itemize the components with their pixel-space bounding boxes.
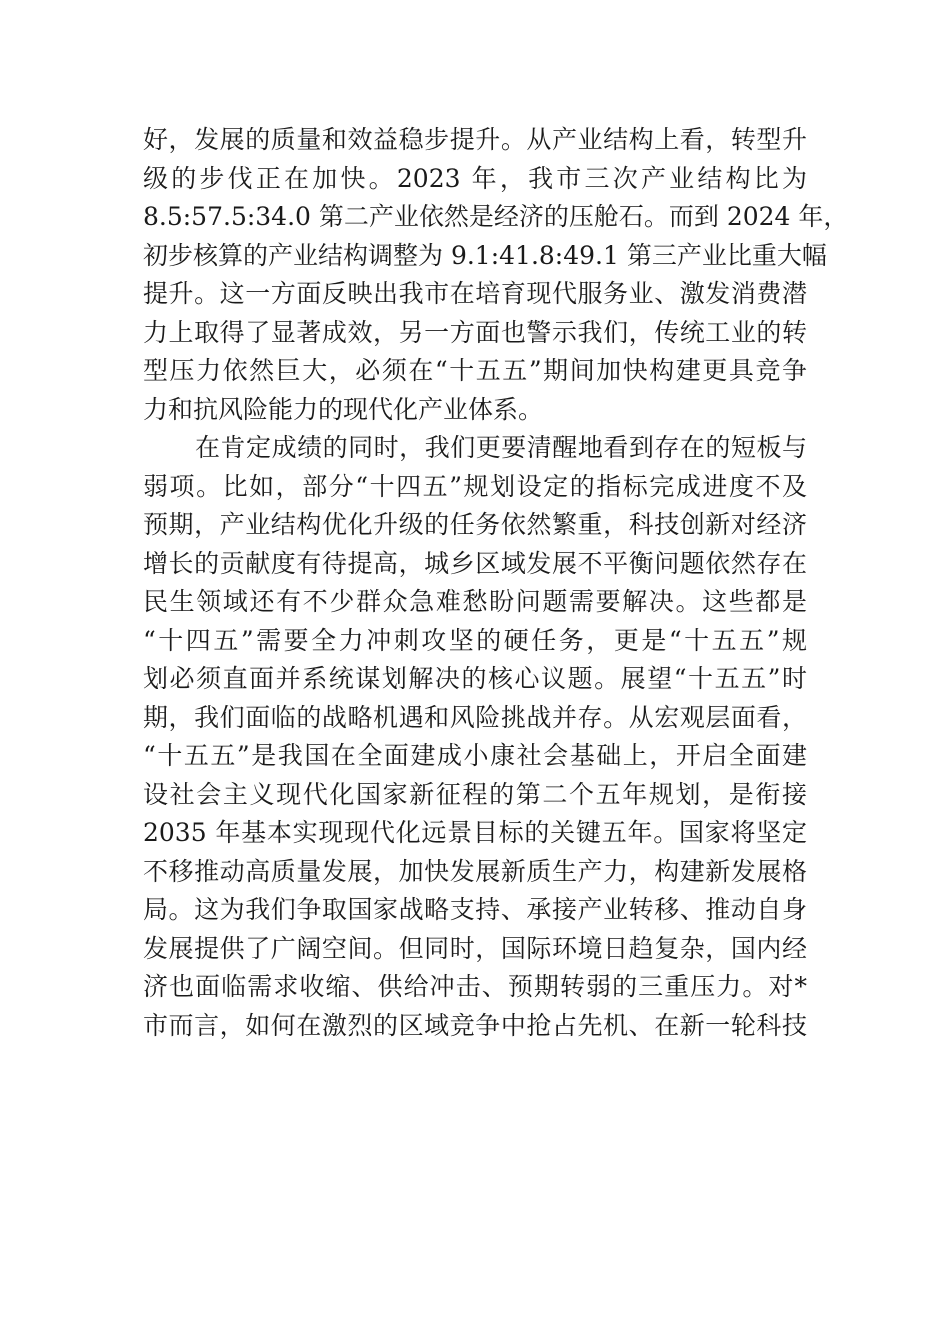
text-line: 级的步伐正在加快。2023 年，我市三次产业结构比为 (143, 163, 807, 193)
text-line: 设社会主义现代化国家新征程的第二个五年规划，是衔接 (143, 779, 807, 809)
text-line: “十五五”是我国在全面建成小康社会基础上，开启全面建 (143, 741, 807, 770)
text-line: 发展提供了广阔空间。但同时，国际环境日趋复杂，国内经 (143, 933, 807, 963)
text-line: 好，发展的质量和效益稳步提升。从产业结构上看，转型升 (143, 125, 807, 154)
text-line: 2035 年基本实现现代化远景目标的关键五年。国家将坚定 (143, 818, 807, 847)
text-line: “十四五”需要全力冲刺攻坚的硬任务，更是“十五五”规 (143, 625, 807, 655)
text-line: 8.5:57.5:34.0 第二产业依然是经济的压舱石。而到 2024 年， (143, 202, 849, 231)
text-line: 不移推动高质量发展，加快发展新质生产力，构建新发展格 (143, 856, 807, 886)
text-line: 预期，产业结构优化升级的任务依然繁重，科技创新对经济 (143, 510, 807, 539)
text-line: 初步核算的产业结构调整为 9.1:41.8:49.1 第三产业比重大幅 (143, 240, 827, 270)
text-line: 在肯定成绩的同时，我们更要清醒地看到存在的短板与 (195, 433, 807, 462)
text-line: 型压力依然巨大，必须在“十五五”期间加快构建更具竞争 (143, 356, 807, 385)
document-body (143, 121, 849, 1045)
text-line: 力和抗风险能力的现代化产业体系。 (143, 394, 544, 424)
text-line: 期，我们面临的战略机遇和风险挑战并存。从宏观层面看， (143, 702, 807, 732)
text-line: 市而言，如何在激烈的区域竞争中抢占先机、在新一轮科技 (143, 1010, 807, 1040)
text-line: 局。这为我们争取国家战略支持、承接产业转移、推动自身 (143, 895, 807, 924)
text-line: 划必须直面并系统谋划解决的核心议题。展望“十五五”时 (143, 664, 807, 693)
text-line: 提升。这一方面反映出我市在培育现代服务业、激发消费潜 (143, 279, 807, 308)
text-line: 增长的贡献度有待提高，城乡区域发展不平衡问题依然存在 (143, 548, 807, 578)
text-line: 力上取得了显著成效，另一方面也警示我们，传统工业的转 (143, 317, 807, 347)
text-line: 济也面临需求收缩、供给冲击、预期转弱的三重压力。对* (143, 972, 807, 1001)
paragraph-1 (143, 121, 849, 429)
paragraph-2 (143, 429, 807, 1045)
text-line: 弱项。比如，部分“十四五”规划设定的指标完成进度不及 (143, 471, 807, 501)
text-line: 民生领域还有不少群众急难愁盼问题需要解决。这些都是 (143, 587, 807, 616)
